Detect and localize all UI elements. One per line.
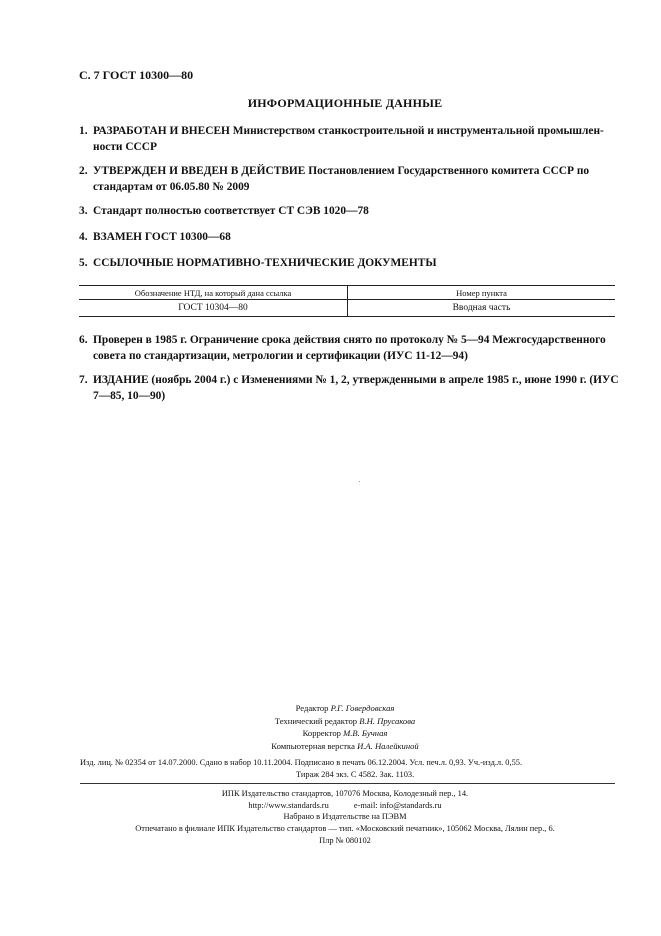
printer-info [0, 788, 661, 847]
item-number: 5. [79, 257, 88, 269]
publication-info [80, 757, 615, 781]
printer-line: Набрано в Издательстве на ПЭВМ [283, 812, 407, 822]
credit-editor [0, 702, 661, 715]
credit-name: В.Н. Прусакова [359, 715, 416, 726]
item-text: ИЗДАНИЕ (ноябрь 2004 г.) с Изменениями № 1, 2, утвержденными в апреле 1985 г., июне 1990 г. (ИУС 7—85, 10—90) [93, 374, 619, 402]
credit-label: Технический редактор [274, 715, 358, 726]
credit-layout [0, 740, 661, 753]
item-text: УТВЕРЖДЕН И ВВЕДЕН В ДЕЙСТВИЕ Постановлением Государственного комитета СССР по стандартам от 06.05.80 № 2009 [93, 165, 590, 193]
item-text: Проверен в 1985 г. Ограничение срока действия снято по протоколу № 5—94 Межгосударственного совета по стандартизации, метрологии и сертификации (ИУС 11-12—94) [93, 334, 606, 362]
list-item [79, 256, 619, 272]
column-header: Обозначение НТД, на который дана ссылка [79, 286, 348, 300]
column-header: Номер пункта [348, 286, 616, 300]
credit-name: М.В. Бучная [343, 728, 388, 738]
list-item [79, 230, 619, 246]
printer-line: Плр № 080102 [319, 835, 371, 845]
item-number: 1. [79, 125, 88, 137]
credits-block [0, 702, 661, 752]
credit-name: И.А. Налейкиной [357, 740, 419, 751]
item-number: 7. [79, 374, 88, 386]
printer-line: http://www.standards.ru e-mail: info@standards.ru [248, 800, 442, 810]
item-number: 6. [79, 334, 88, 346]
credit-corrector [0, 727, 661, 740]
list-item [79, 164, 619, 195]
list-item [79, 124, 619, 155]
printer-line: Отпечатано в филиале ИПК Издательство стандартов — тип. «Московский печатник», 105062 Москва, Лялин пер., 6. [135, 824, 555, 834]
item-text: РАЗРАБОТАН И ВНЕСЕН Министерством станкостроительной и инструментальной промышлен-ности СССР [93, 125, 604, 153]
credit-name: Р.Г. Говердовская [330, 703, 395, 713]
section-title: ИНФОРМАЦИОННЫЕ ДАННЫЕ [247, 96, 443, 110]
stray-dot [359, 481, 360, 482]
page-header: С. 7 ГОСТ 10300—80 [79, 68, 194, 82]
credit-label: Корректор [302, 728, 341, 738]
item-text: ВЗАМЕН ГОСТ 10300—68 [93, 231, 231, 243]
item-text: Стандарт полностью соответствует СТ СЭВ 1020—78 [93, 205, 369, 217]
publication-info-line: Тираж 284 экз. С 4582. Зак. 1103. [296, 770, 415, 779]
table-header-row [79, 286, 615, 300]
printer-line: ИПК Издательство стандартов, 107076 Москва, Колодезный пер., 14. [221, 789, 469, 798]
list-item [79, 204, 619, 220]
item-number: 3. [79, 205, 88, 217]
table-cell: ГОСТ 10304—80 [79, 300, 348, 317]
credit-tech-editor [0, 715, 661, 728]
divider [80, 783, 615, 784]
item-text: ССЫЛОЧНЫЕ НОРМАТИВНО-ТЕХНИЧЕСКИЕ ДОКУМЕНТЫ [93, 257, 437, 269]
item-number: 2. [79, 165, 88, 177]
reference-table [79, 285, 615, 317]
credit-label: Редактор [295, 703, 329, 713]
list-item [79, 333, 619, 364]
table-row [79, 300, 615, 317]
publication-info-line: Изд. лиц. № 02354 от 14.07.2000. Сдано в набор 10.11.2004. Подписано в печать 06.12.2004. Усл. печ.л. 0,93. Уч.-изд.л. 0,55. [80, 758, 523, 767]
credit-label: Компьютерная верстка [271, 740, 355, 751]
table-cell: Вводная часть [452, 303, 511, 313]
list-item [79, 373, 619, 404]
item-number: 4. [79, 231, 88, 243]
